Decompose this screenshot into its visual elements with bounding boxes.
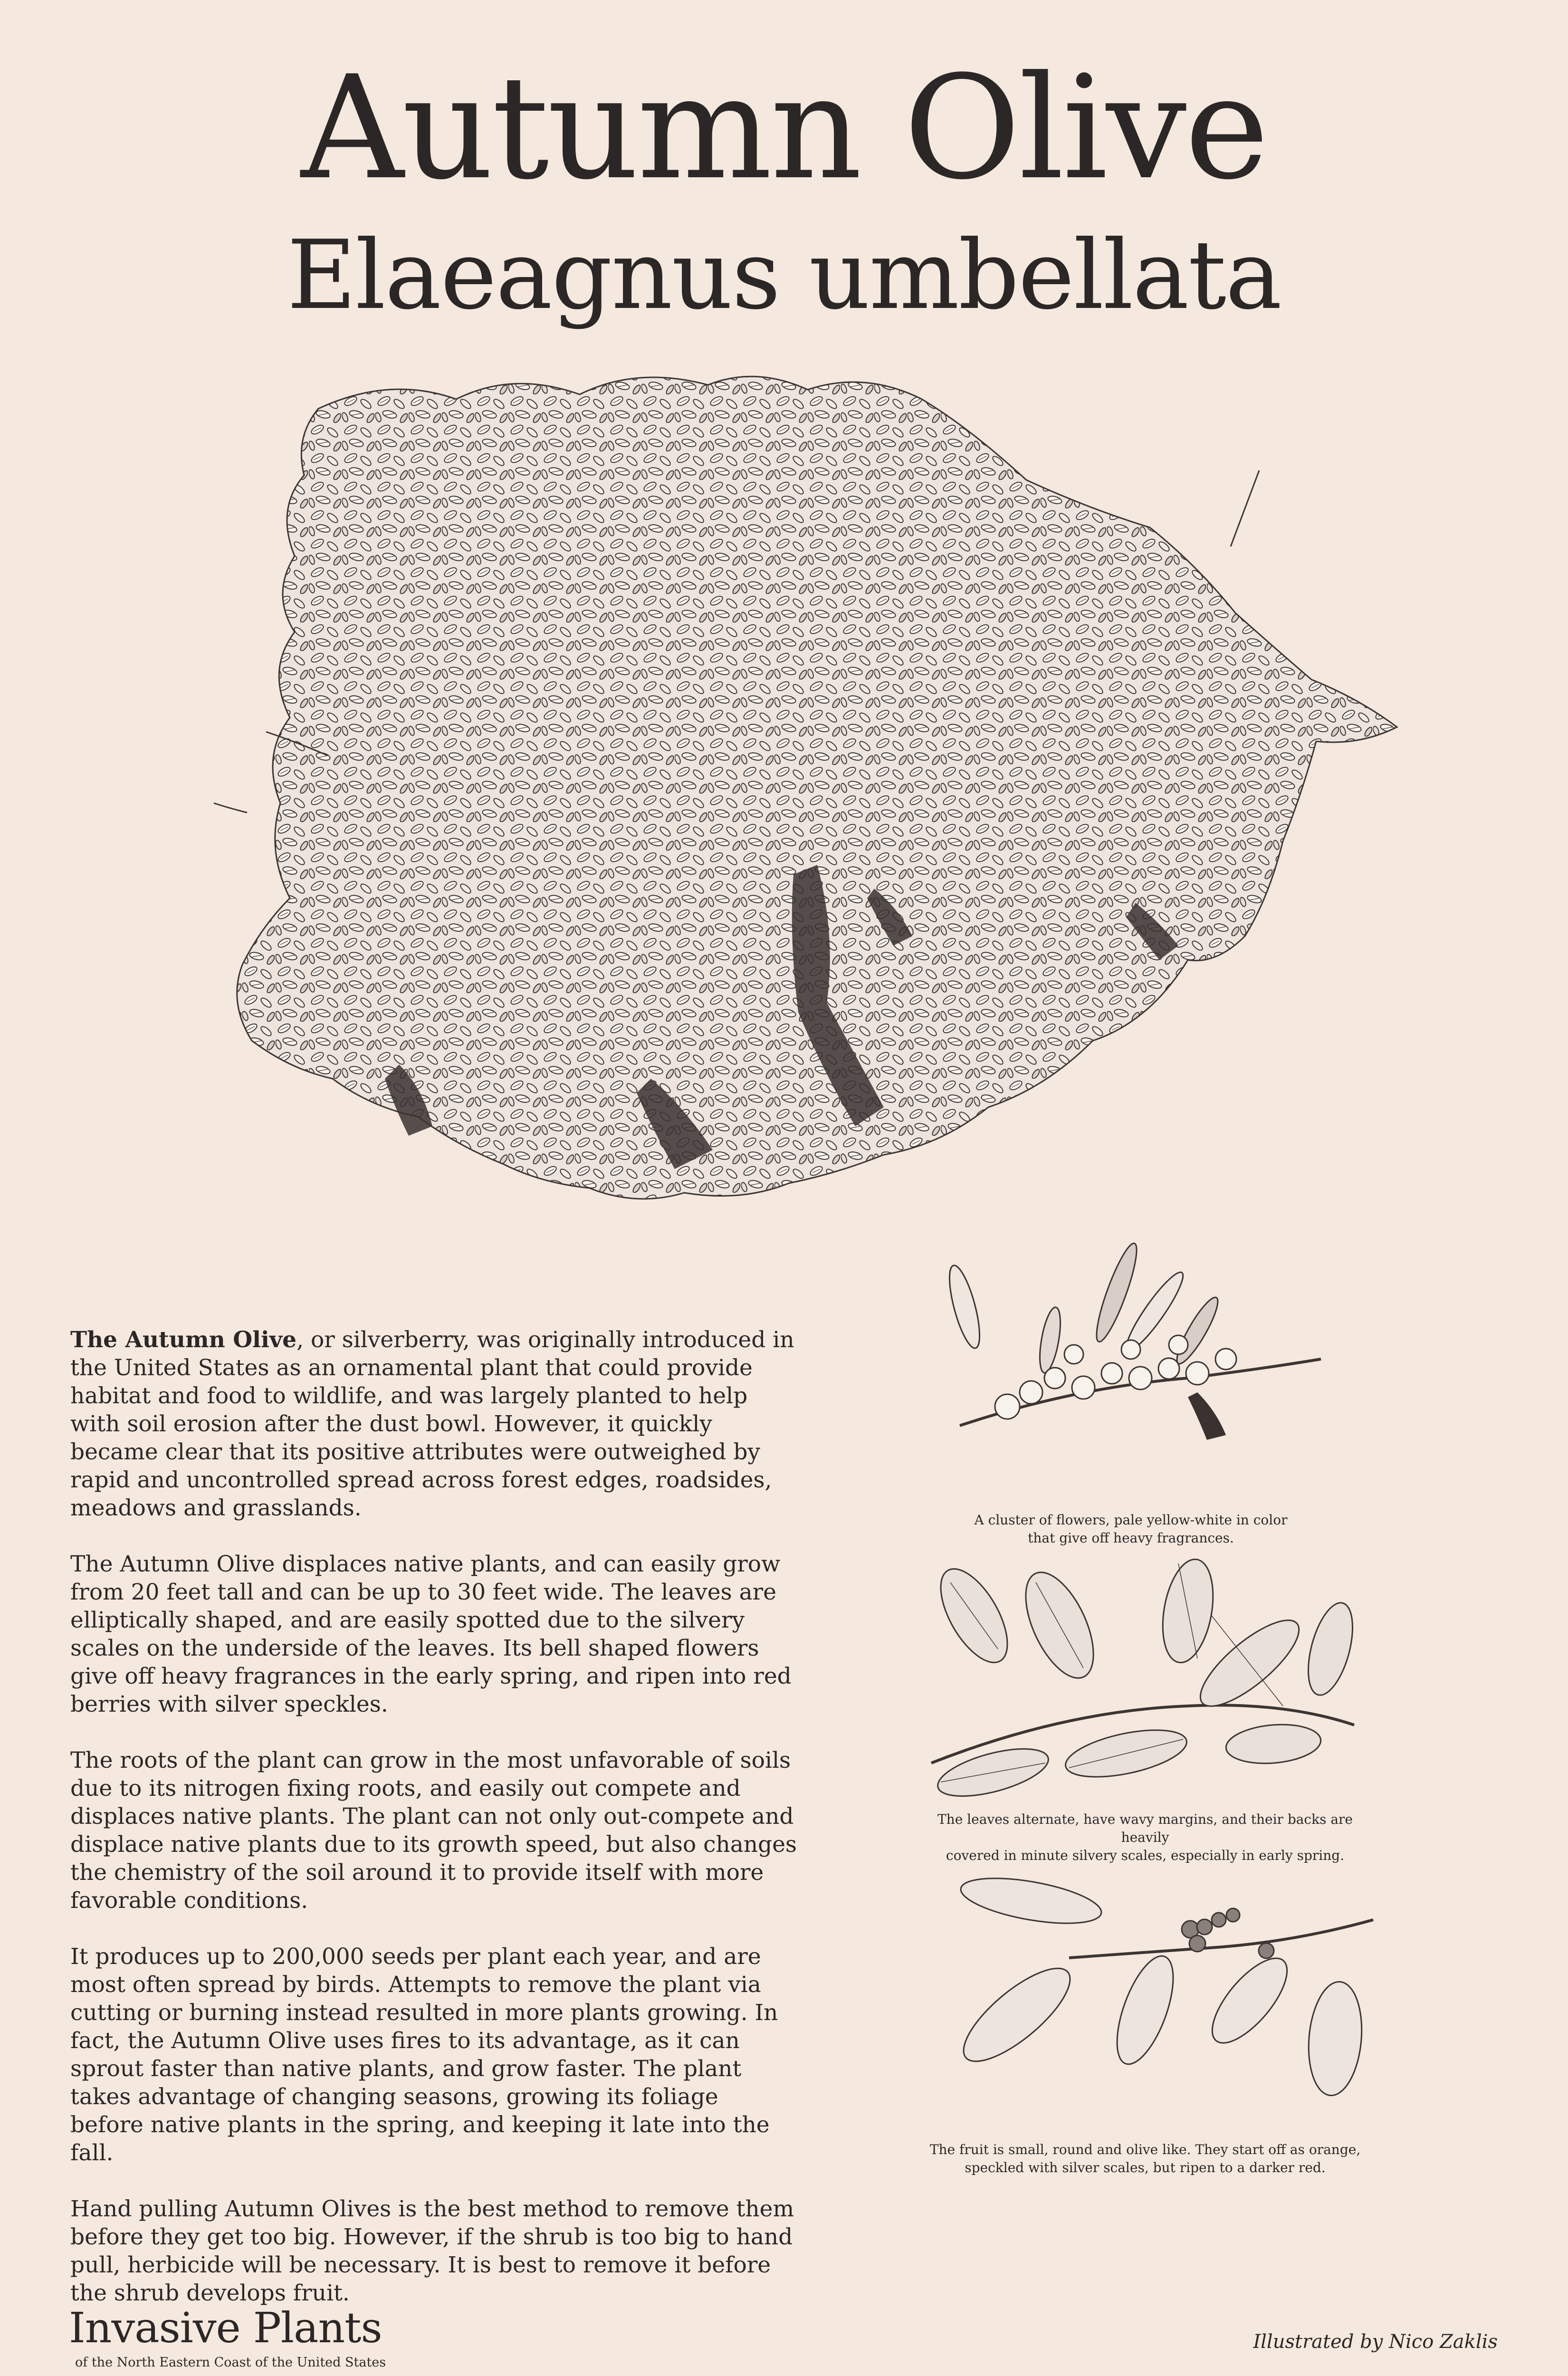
series-subtitle: of the North Eastern Coast of the United States <box>75 2355 386 2370</box>
poster-title: Autumn Olive <box>301 45 1267 211</box>
fruit-caption <box>917 2141 1373 2177</box>
article-body <box>70 1326 797 2335</box>
paragraph-intro <box>70 1326 797 1522</box>
fruit-illustration <box>955 1872 1383 2100</box>
paragraph-size: The Autumn Olive displaces native plants, and can easily grow from 20 feet tall and can be up to 30 feet wide. The leaves are elliptically shaped, and are easily spotted due to the silvery scales on the underside of the leaves. Its bell shaped flowers give off heavy fragrances in the early spring, and ripen into red berries with silver speckles. <box>70 1551 792 1717</box>
fruit-caption-line-1: The fruit is small, round and olive like. They start off as orange, <box>929 2142 1361 2157</box>
leaves-illustration <box>922 1554 1368 1801</box>
lead-phrase: The Autumn Olive <box>70 1327 297 1353</box>
paragraph-seeds: It produces up to 200,000 seeds per plant each year, and are most often spread by birds. Attempts to remove the plant via cutting or burning instead resulted in more plants growing. In fact, the Autumn Olive uses fires to its advantage, as it can sprout faster than native plants, and grow faster. The plant takes advantage of changing seasons, growing its foliage before native plants in the spring, and keeping it late into the fall. <box>70 1944 778 2166</box>
leaves-caption <box>917 1811 1373 1865</box>
paragraph-roots: The roots of the plant can grow in the most unfavorable of soils due to its nitrogen fixing roots, and easily out compete and displaces native plants. The plant can not only out-compete and displace native plants due to its growth speed, but also changes the chemistry of the soil around it to provide itself with more favorable conditions. <box>70 1747 797 1914</box>
leaves-caption-line-2: covered in minute silvery scales, especially in early spring. <box>946 1848 1345 1863</box>
leaves-caption-line-1: The leaves alternate, have wavy margins, and their backs are heavily <box>937 1811 1353 1845</box>
illustrator-credit: Illustrated by Nico Zaklis <box>1253 2331 1498 2353</box>
flowers-caption-line-1: A cluster of flowers, pale yellow-white in color <box>974 1512 1288 1528</box>
intro-rest: , or silverberry, was originally introduced in the United States as an ornamental plant that could provide habitat and food to wildlife, and was largely planted to help with soil erosion after the dust bowl. However, it quickly became clear that its positive attributes were outweighed by rapid and uncontrolled spread across forest edges, roadsides, meadows and grasslands. <box>70 1327 794 1521</box>
series-title: Invasive Plants <box>69 2303 382 2352</box>
flowers-caption <box>931 1511 1330 1547</box>
flower-cluster-illustration <box>931 1236 1330 1473</box>
shrub-illustration <box>209 366 1425 1269</box>
scientific-name: Elaeagnus umbellata <box>287 220 1281 331</box>
fruit-caption-line-2: speckled with silver scales, but ripen to a darker red. <box>965 2160 1326 2175</box>
paragraph-removal: Hand pulling Autumn Olives is the best method to remove them before they get too big. However, if the shrub is too big to hand pull, herbicide will be necessary. It is best to remove it before the shrub develops fruit. <box>70 2196 794 2306</box>
flowers-caption-line-2: that give off heavy fragrances. <box>1028 1530 1234 1546</box>
